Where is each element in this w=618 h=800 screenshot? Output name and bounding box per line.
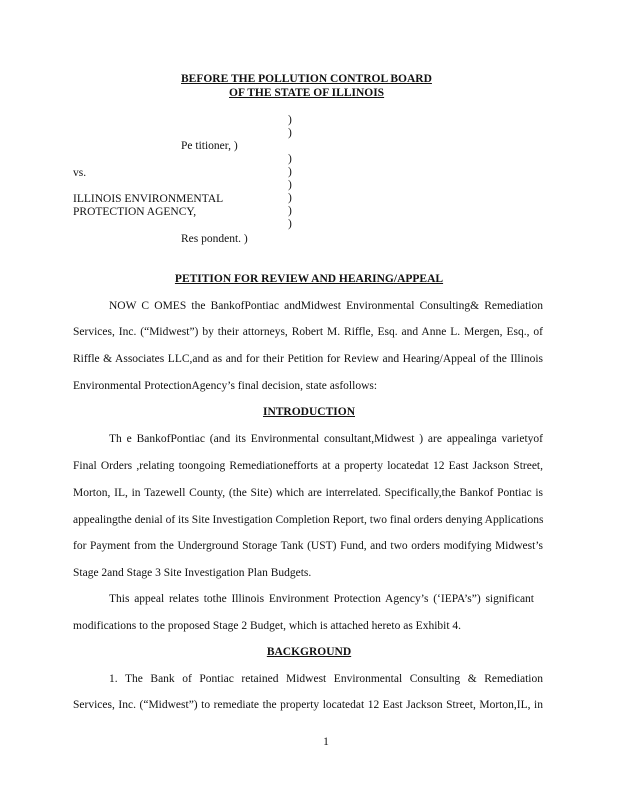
background-line: Services, Inc. (“Midwest”) to remediate the property locatedat 12 East Jackson Street, Morton,IL, in <box>73 699 543 711</box>
heading-introduction-text: INTRODUCTION <box>262 406 355 418</box>
caption-paren: ) <box>288 114 292 126</box>
caption-paren: ) <box>288 153 292 165</box>
caption-paren: ) <box>288 218 292 230</box>
caption-line-1-text: BEFORE THE POLLUTION CONTROL BOARD <box>181 73 432 85</box>
introduction-line: Final Orders ,relating toongoing Remediationefforts at a property locatedat 12 East Jackson Street, <box>73 460 543 472</box>
petition-title <box>0 272 618 286</box>
petitioner-label: Pe titioner, ) <box>181 140 238 152</box>
heading-background <box>0 645 618 659</box>
introduction-line: appealingthe denial of its Site Investigation Completion Report, two final orders denying Applications <box>73 514 544 526</box>
heading-background-text: BACKGROUND <box>266 646 352 658</box>
caption-line-1 <box>181 72 432 86</box>
petition-title-text: PETITION FOR REVIEW AND HEARING/APPEAL <box>174 273 444 285</box>
introduction-line: for Payment from the Underground Storage Tank (UST) Fund, and two orders modifying Midwest’s <box>73 540 543 552</box>
caption-paren: ) <box>288 166 292 178</box>
heading-introduction <box>0 405 618 419</box>
introduction-line: This appeal relates tothe Illinois Environment Protection Agency’s (‘IEPA’s”) significant <box>109 593 534 605</box>
respondent-name-line-2: PROTECTION AGENCY, <box>73 206 197 218</box>
respondent-label: Res pondent. ) <box>181 233 248 245</box>
intro-line: Environmental ProtectionAgency’s final decision, state asfollows: <box>73 380 378 392</box>
caption-line-2-text: OF THE STATE OF ILLINOIS <box>229 87 385 99</box>
versus-label: vs. <box>73 167 87 179</box>
caption-paren: ) <box>288 179 292 191</box>
respondent-name-line-1: ILLINOIS ENVIRONMENTAL <box>73 193 224 205</box>
introduction-line: modifications to the proposed Stage 2 Budget, which is attached hereto as Exhibit 4. <box>73 620 462 632</box>
caption-paren: ) <box>288 127 292 139</box>
caption-paren: ) <box>288 205 292 217</box>
introduction-line: Morton, IL, in Tazewell County, (the Site) which are interrelated. Specifically,the Bankof Pontiac is <box>73 487 543 499</box>
background-line: 1. The Bank of Pontiac retained Midwest Environmental Consulting & Remediation <box>109 673 543 685</box>
intro-line: NOW C OMES the BankofPontiac andMidwest Environmental Consulting& Remediation <box>109 300 543 312</box>
introduction-line: Stage 2and Stage 3 Site Investigation Plan Budgets. <box>73 567 312 579</box>
caption-paren: ) <box>288 192 292 204</box>
caption-line-2 <box>229 86 384 100</box>
intro-line: Services, Inc. (“Midwest”) by their attorneys, Robert M. Riffle, Esq. and Anne L. Mergen, Esq., of <box>73 326 543 338</box>
introduction-line: Th e BankofPontiac (and its Environmental consultant,Midwest ) are appealinga varietyof <box>109 433 543 445</box>
intro-line: Riffle & Associates LLC,and as and for their Petition for Review and Hearing/Appeal of the Illinois <box>73 353 543 365</box>
page-number: 1 <box>323 736 329 748</box>
